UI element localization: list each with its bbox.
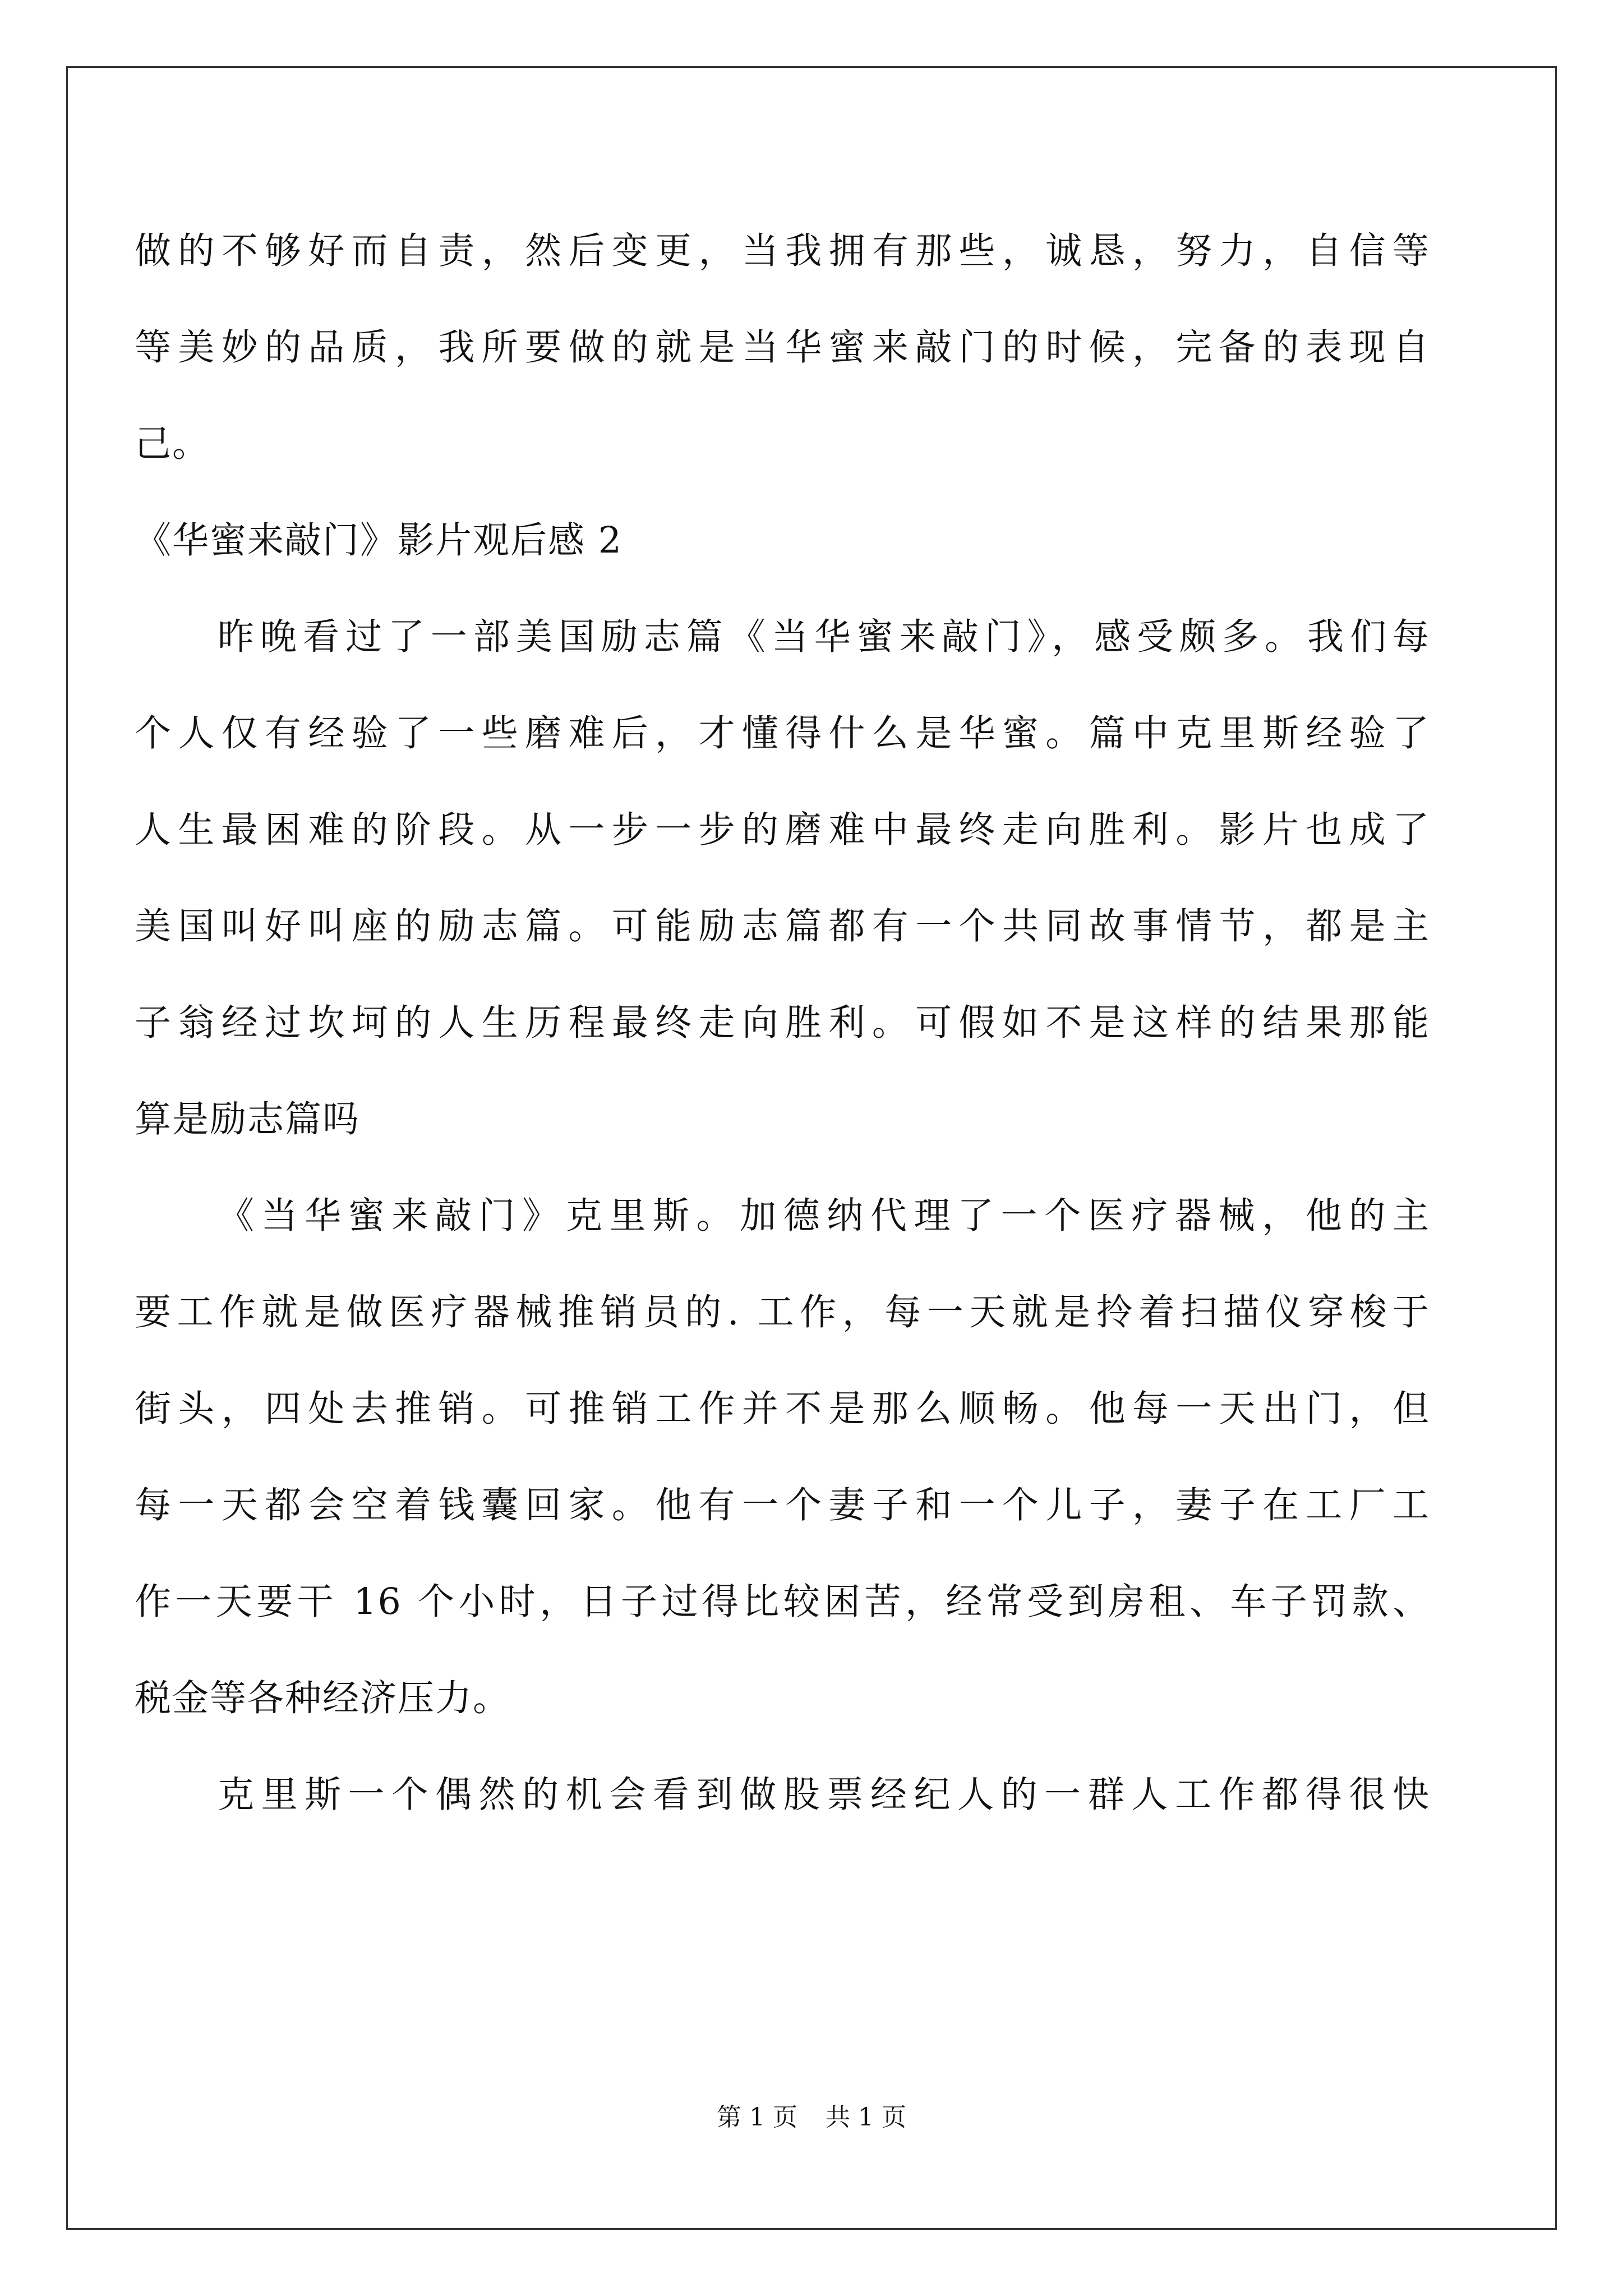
paragraph-line: 每一天都会空着钱囊回家。他有一个妻子和一个儿子，妻子在工厂工 [135, 1484, 1430, 1526]
paragraph-line: 美国叫好叫座的励志篇。可能励志篇都有一个共同故事情节，都是主 [135, 905, 1430, 947]
page-number-current: 第 1 页 [717, 2103, 797, 2132]
paragraph-line: 税金等各种经济压力。 [135, 1677, 511, 1719]
paragraph-line: 个人仅有经验了一些磨难后，才懂得什么是华蜜。篇中克里斯经验了 [135, 712, 1430, 754]
paragraph-line: 人生最困难的阶段。从一步一步的磨难中最终走向胜利。影片也成了 [135, 809, 1430, 851]
page-footer [0, 2097, 1623, 2133]
section-heading: 《华蜜来敲门》影片观后感 2 [135, 519, 623, 562]
paragraph-line: 算是励志篇吗 [135, 1098, 361, 1140]
paragraph-line: 要工作就是做医疗器械推销员的. 工作，每一天就是拎着扫描仪穿梭于 [135, 1291, 1430, 1333]
paragraph-line: 昨晚看过了一部美国励志篇《当华蜜来敲门》，感受颇多。我们每 [218, 616, 1430, 658]
paragraph-line: 街头，四处去推销。可推销工作并不是那么顺畅。他每一天出门，但 [135, 1388, 1430, 1430]
paragraph-line: 子翁经过坎坷的人生历程最终走向胜利。可假如不是这样的结果那能 [135, 1002, 1430, 1044]
document-body [135, 203, 1430, 1843]
paragraph-line: 做的不够好而自责，然后变更，当我拥有那些，诚恳，努力，自信等 [135, 230, 1430, 272]
paragraph-line: 作一天要干 16 个小时，日子过得比较困苦，经常受到房租、车子罚款、 [135, 1581, 1430, 1623]
paragraph-line: 己。 [135, 423, 210, 465]
paragraph-line: 《当华蜜来敲门》克里斯。加德纳代理了一个医疗器械，他的主 [218, 1195, 1430, 1237]
paragraph-line: 克里斯一个偶然的机会看到做股票经纪人的一群人工作都得很快 [218, 1774, 1430, 1816]
paragraph-line: 等美妙的品质，我所要做的就是当华蜜来敲门的时候，完备的表现自 [135, 326, 1430, 369]
page-number-total: 共 1 页 [826, 2103, 906, 2132]
